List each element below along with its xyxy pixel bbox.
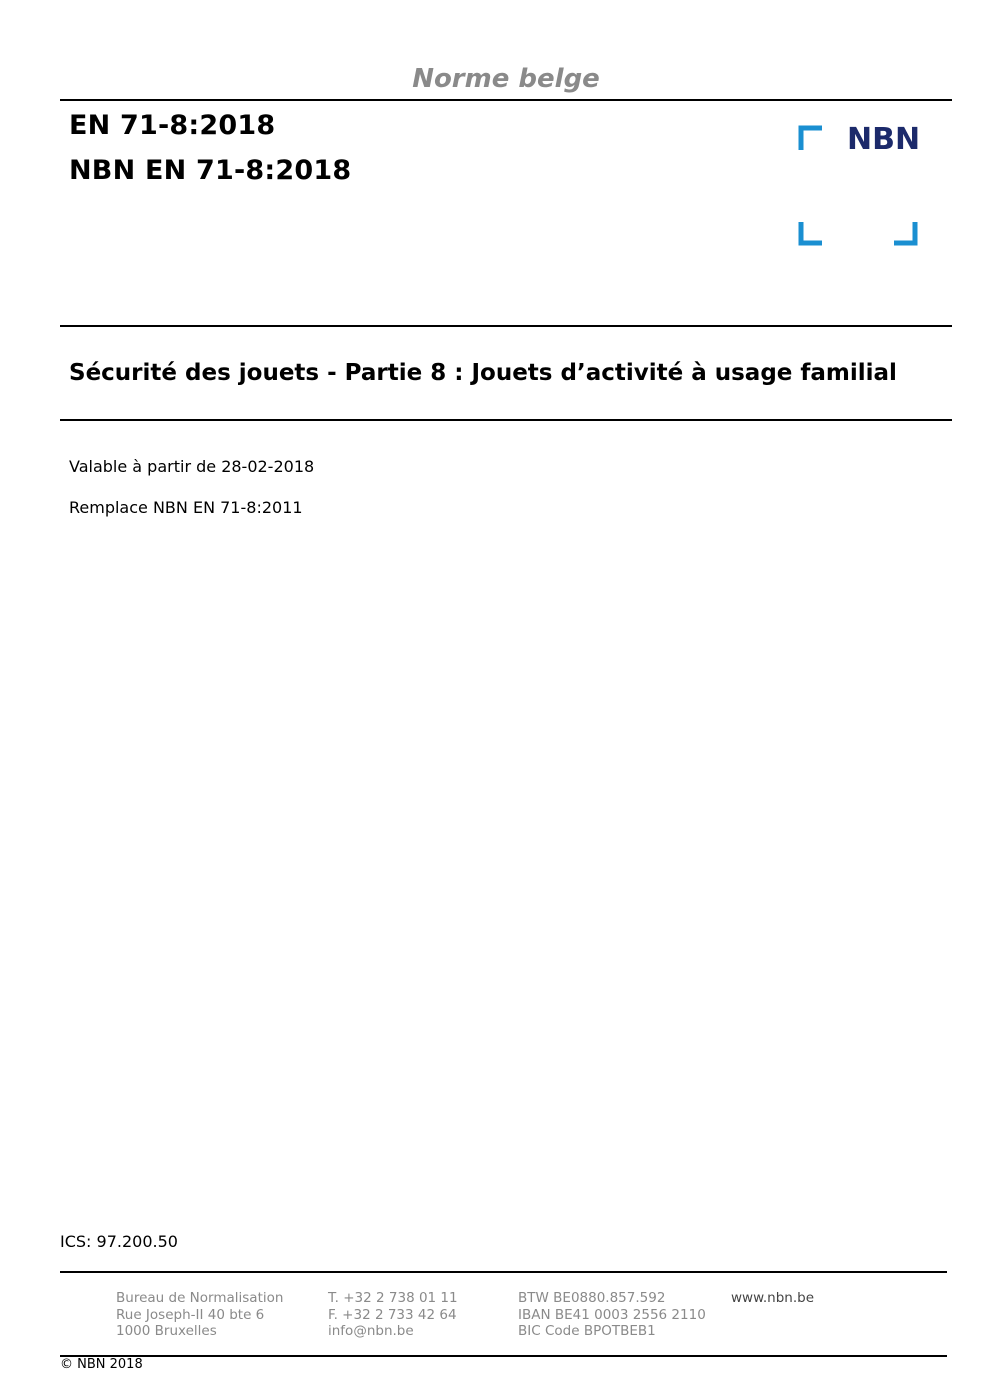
logo-bracket-top-left [801, 128, 822, 150]
phone-number: T. +32 2 738 01 11 [328, 1290, 458, 1306]
copyright-notice: © NBN 2018 [60, 1357, 143, 1372]
document-type-heading: Norme belge [412, 64, 600, 94]
valid-from-text: Valable à partir de 28-02-2018 [69, 457, 315, 476]
address-line: 1000 Bruxelles [116, 1323, 217, 1339]
address-line: Rue Joseph-II 40 bte 6 [116, 1306, 265, 1323]
fax-number: F. +32 2 733 42 64 [328, 1306, 457, 1323]
website-link[interactable]: www.nbn.be [731, 1290, 815, 1306]
bic-code: BIC Code BPOTBEB1 [518, 1323, 656, 1339]
email-link[interactable]: info@nbn.be [328, 1323, 414, 1339]
logo-text: NBN [847, 122, 921, 157]
divider-title-bottom [60, 419, 952, 421]
nbn-logo [790, 118, 930, 258]
standard-code-en: EN 71-8:2018 [69, 110, 276, 141]
vat-number: BTW BE0880.857.592 [518, 1290, 666, 1306]
logo-bracket-bottom-right [894, 222, 915, 243]
divider-footer-top [60, 1271, 947, 1273]
footer-contact [328, 1290, 458, 1340]
iban-number: IBAN BE41 0003 2556 2110 [518, 1306, 706, 1323]
replaces-text: Remplace NBN EN 71-8:2011 [69, 498, 303, 517]
footer-bank [518, 1290, 706, 1340]
logo-bracket-bottom-left [801, 222, 822, 243]
footer-address [116, 1290, 283, 1340]
divider-top [60, 99, 952, 101]
ics-code: ICS: 97.200.50 [60, 1232, 178, 1251]
address-line: Bureau de Normalisation [116, 1290, 284, 1306]
document-title: Sécurité des jouets - Partie 8 : Jouets d’activité à usage familial [69, 360, 897, 386]
divider-title-top [60, 325, 952, 327]
divider-footer-bottom [60, 1355, 947, 1357]
standard-code-nbn: NBN EN 71-8:2018 [69, 155, 352, 186]
